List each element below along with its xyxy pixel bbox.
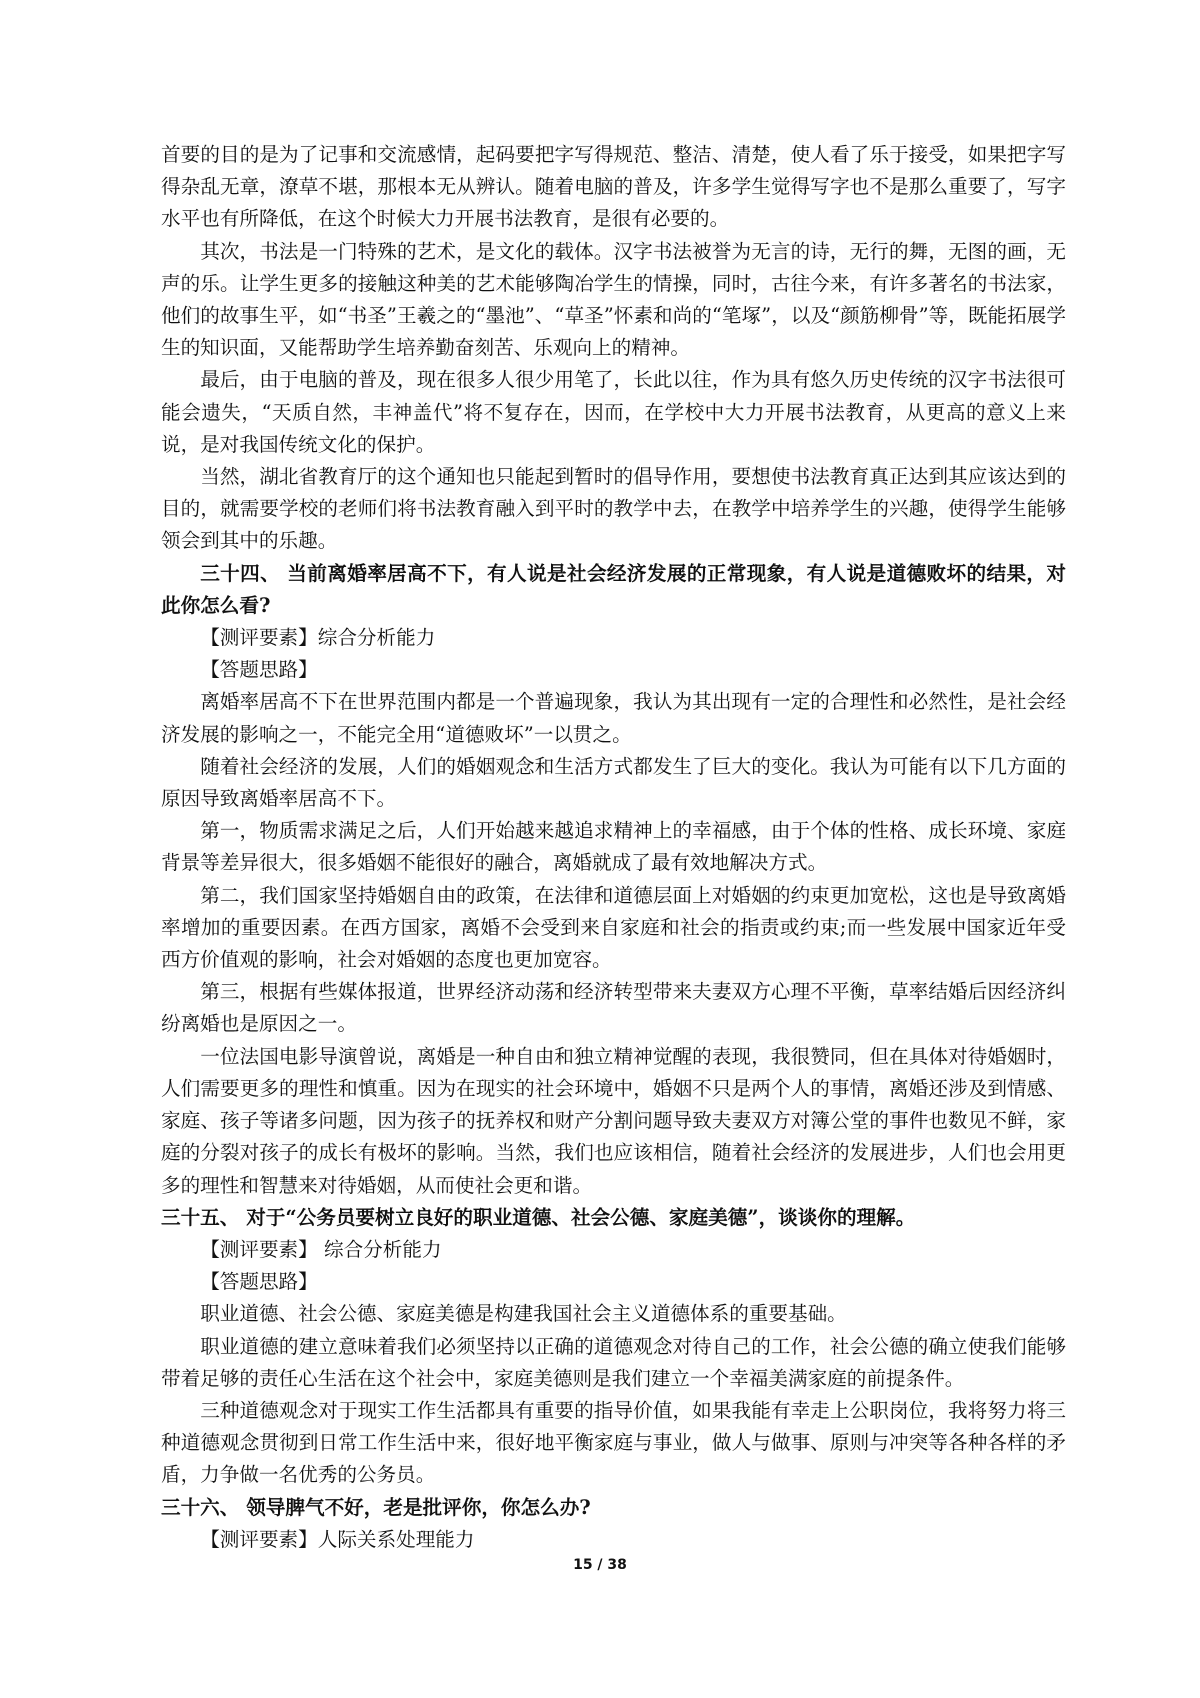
q35-assessment-factor: 【测评要素】 综合分析能力 — [200, 1237, 442, 1261]
question-36-heading: 三十六、 领导脾气不好，老是批评你，你怎么办? — [161, 1495, 591, 1519]
q36-assessment-factor: 【测评要素】人际关系处理能力 — [200, 1527, 475, 1551]
q35-paragraph-intro: 职业道德、社会公德、家庭美德是构建我国社会主义道德体系的重要基础。 — [200, 1302, 847, 1326]
paragraph-calligraphy-conclusion: 当然，湖北省教育厅的这个通知也只能起到暂时的倡导作用，要想使书法教育真正达到其应该达到的目的，就需要学校的老师们将书法教育融入到平时的教学中去，在教学中培养学生的兴趣，使得学生能够领会到其中的乐趣。 — [161, 465, 1066, 553]
q34-paragraph-reasons: 随着社会经济的发展，人们的婚姻观念和生活方式都发生了巨大的变化。我认为可能有以下几方面的原因导致离婚率居高不下。 — [161, 754, 1066, 811]
q35-answer-approach-label: 【答题思路】 — [200, 1270, 318, 1294]
paragraph-calligraphy-heritage: 最后，由于电脑的普及，现在很多人很少用笔了，长此以往，作为具有悠久历史传统的汉字书法很可能会遗失，“天质自然，丰神盖代”将不复存在，因而，在学校中大力开展书法教育，从更高的意义上来说，是对我国传统文化的保护。 — [161, 368, 1066, 456]
q34-paragraph-second: 第二，我们国家坚持婚姻自由的政策，在法律和道德层面上对婚姻的约束更加宽松，这也是导致离婚率增加的重要因素。在西方国家，离婚不会受到来自家庭和社会的指责或约束;而一些发展中国家近年受西方价值观的影响，社会对婚姻的态度也更加宽容。 — [161, 883, 1066, 972]
page-number: 15 / 38 — [573, 1557, 627, 1573]
q34-assessment-factor: 【测评要素】综合分析能力 — [200, 626, 436, 650]
q34-paragraph-first: 第一，物质需求满足之后，人们开始越来越追求精神上的幸福感，由于个体的性格、成长环境、家庭背景等差异很大，很多婚姻不能很好的融合，离婚就成了最有效地解决方式。 — [161, 819, 1066, 875]
paragraph-calligraphy-purpose: 首要的目的是为了记事和交流感情，起码要把字写得规范、整洁、清楚，使人看了乐于接受，如果把字写得杂乱无章，潦草不堪，那根本无从辨认。随着电脑的普及，许多学生觉得写字也不是那么重要了，写字水平也有所降低，在这个时候大力开展书法教育，是很有必要的。 — [161, 143, 1066, 231]
question-34-heading: 三十四、 当前离婚率居高不下，有人说是社会经济发展的正常现象，有人说是道德败坏的结果，对此你怎么看? — [161, 561, 1066, 617]
question-35-heading: 三十五、 对于“公务员要树立良好的职业道德、社会公德、家庭美德”，谈谈你的理解。 — [161, 1205, 916, 1229]
q34-answer-approach-label: 【答题思路】 — [200, 658, 318, 682]
q34-paragraph-third: 第三，根据有些媒体报道，世界经济动荡和经济转型带来夫妻双方心理不平衡，草率结婚后因经济纠纷离婚也是原因之一。 — [161, 980, 1066, 1036]
paragraph-calligraphy-art: 其次，书法是一门特殊的艺术，是文化的载体。汉字书法被誉为无言的诗，无行的舞，无图的画，无声的乐。让学生更多的接触这种美的艺术能够陶冶学生的情操，同时，古往今来，有许多著名的书法家，他们的故事生平，如“书圣”王羲之的“墨池”、“草圣”怀素和尚的“笔塚”，以及“颜筋柳骨”等，既能拓展学生的知识面，又能帮助学生培养勤奋刻苦、乐观向上的精神。 — [161, 239, 1066, 360]
q35-paragraph-explanation: 职业道德的建立意味着我们必须坚持以正确的道德观念对待自己的工作，社会公德的确立使我们能够带着足够的责任心生活在这个社会中，家庭美德则是我们建立一个幸福美满家庭的前提条件。 — [161, 1334, 1066, 1390]
q34-paragraph-conclusion: 一位法国电影导演曾说，离婚是一种自由和独立精神觉醒的表现，我很赞同，但在具体对待婚姻时，人们需要更多的理性和慎重。因为在现实的社会环境中，婚姻不只是两个人的事情，离婚还涉及到情感、家庭、孩子等诸多问题，因为孩子的抚养权和财产分割问题导致夫妻双方对簿公堂的事件也数见不鲜，家庭的分裂对孩子的成长有极坏的影响。当然，我们也应该相信，随着社会经济的发展进步，人们也会用更多的理性和智慧来对待婚姻，从而使社会更和谐。 — [161, 1044, 1066, 1197]
document-body — [161, 139, 1066, 1556]
q34-paragraph-intro: 离婚率居高不下在世界范围内都是一个普遍现象，我认为其出现有一定的合理性和必然性，是社会经济发展的影响之一，不能完全用“道德败坏”一以贯之。 — [161, 690, 1066, 746]
q35-paragraph-conclusion: 三种道德观念对于现实工作生活都具有重要的指导价值，如果我能有幸走上公职岗位，我将努力将三种道德观念贯彻到日常工作生活中来，很好地平衡家庭与事业，做人与做事、原则与冲突等各种各样的矛盾，力争做一名优秀的公务员。 — [161, 1398, 1066, 1487]
